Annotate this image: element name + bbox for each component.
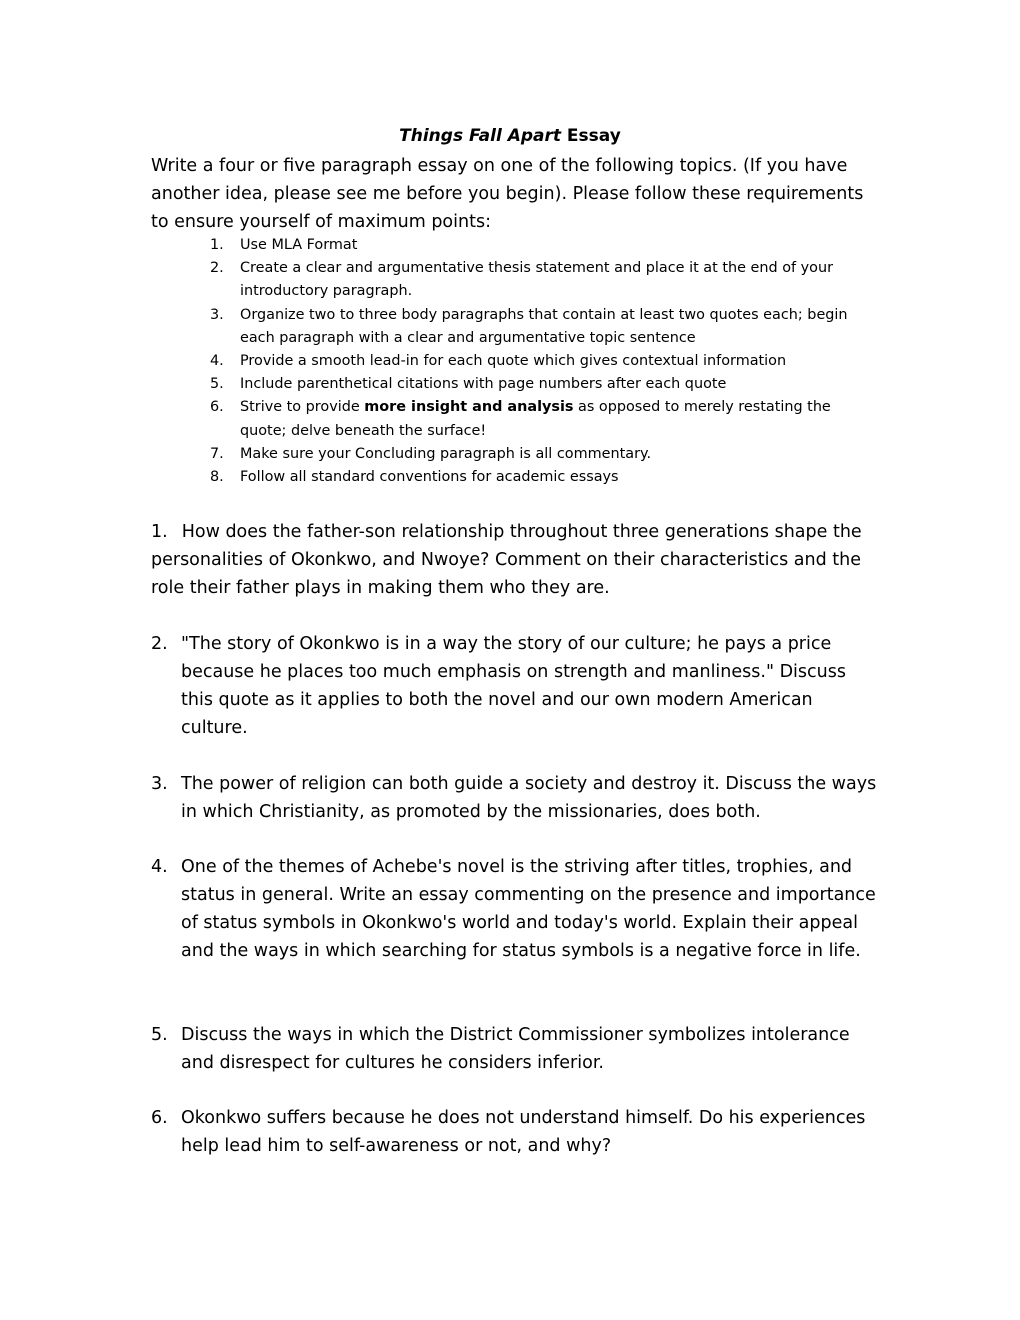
requirement-item [208, 373, 868, 396]
topic-text: How does the father-son relationship throughout three generations shape the personalities of Okonkwo, and Nwoye? Comment on their characteristics and the role their father plays in making them who they are. [151, 522, 862, 598]
requirement-text-after: as opposed to merely restating the quote; delve beneath the surface! [240, 399, 831, 439]
topic-item-1 [151, 518, 881, 602]
topic-item-6 [151, 1104, 881, 1160]
requirement-item [208, 234, 868, 257]
requirement-number: 7. [210, 445, 224, 462]
requirement-item [208, 257, 868, 303]
topic-number: 1. [151, 522, 168, 542]
requirement-item [208, 396, 868, 442]
requirement-text: Create a clear and argumentative thesis statement and place it at the end of your introductory paragraph. [240, 260, 833, 300]
requirement-text: Include parenthetical citations with page numbers after each quote [240, 376, 727, 393]
title-italic: Things Fall Apart [399, 126, 562, 146]
topic-number: 5. [151, 1025, 168, 1045]
requirement-number: 3. [210, 306, 224, 323]
requirement-number: 6. [210, 399, 224, 416]
topic-item-4 [151, 853, 881, 965]
topic-item-3 [151, 770, 881, 826]
requirement-number: 1. [210, 237, 224, 253]
requirement-text: Use MLA Format [240, 237, 358, 253]
topic-item-5 [151, 1021, 881, 1077]
requirement-text-before: Strive to provide [240, 399, 365, 416]
topic-number: 3. [151, 774, 168, 794]
requirement-item [208, 304, 868, 350]
requirement-number: 4. [210, 353, 224, 370]
requirement-text: Follow all standard conventions for academic essays [240, 469, 619, 486]
topic-text: Okonkwo suffers because he does not understand himself. Do his experiences help lead him to self-awareness or not, and why? [181, 1108, 866, 1156]
intro-paragraph: Write a four or five paragraph essay on one of the following topics. (If you have another idea, please see me before you begin). Please follow these requirements to ensure yourself of maximum points: [151, 156, 864, 232]
topic-number: 6. [151, 1108, 168, 1128]
topic-text: "The story of Okonkwo is in a way the story of our culture; he pays a price because he places too much emphasis on strength and manliness." Discuss this quote as it applies to both the novel and our own modern American culture. [181, 634, 846, 738]
requirements-list [208, 234, 868, 489]
topic-text: The power of religion can both guide a society and destroy it. Discuss the ways in which Christianity, as promoted by the missionaries, does both. [181, 774, 877, 822]
topic-text: Discuss the ways in which the District Commissioner symbolizes intolerance and disrespect for cultures he considers inferior. [181, 1025, 850, 1073]
topic-item-2 [151, 630, 881, 742]
requirement-number: 8. [210, 469, 224, 486]
page-title [0, 124, 1020, 148]
requirement-item [208, 466, 868, 489]
requirement-number: 5. [210, 376, 224, 393]
requirement-text: Provide a smooth lead-in for each quote which gives contextual information [240, 353, 787, 370]
requirement-item [208, 350, 868, 373]
requirement-text: Make sure your Concluding paragraph is all commentary. [240, 445, 652, 462]
requirement-text: Organize two to three body paragraphs that contain at least two quotes each; begin each paragraph with a clear and argumentative topic sentence [240, 306, 848, 346]
requirement-number: 2. [210, 260, 224, 277]
topic-number: 2. [151, 634, 168, 654]
requirement-bold-text: more insight and analysis [364, 399, 574, 416]
topic-text: One of the themes of Achebe's novel is the striving after titles, trophies, and status in general. Write an essay commenting on the presence and importance of status symbols in Okonkwo's world and today's world. Explain their appeal and the ways in which searching for status symbols is a negative force in life. [181, 857, 876, 961]
requirement-item [208, 443, 868, 466]
title-rest: Essay [561, 126, 621, 146]
topic-number: 4. [151, 857, 168, 877]
